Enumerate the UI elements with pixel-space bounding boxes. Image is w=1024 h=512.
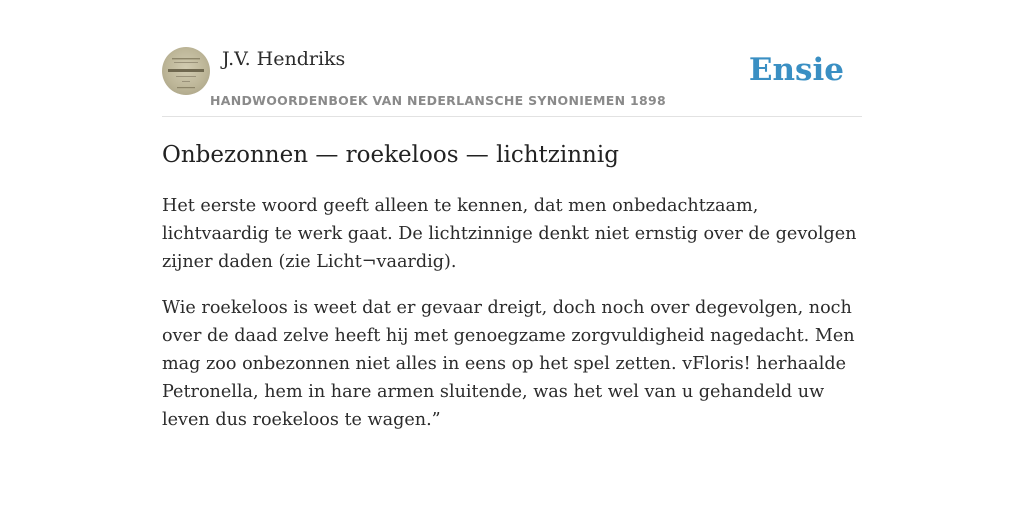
book-cover-icon[interactable] <box>162 47 210 95</box>
entry-header <box>162 46 862 117</box>
author-name[interactable]: J.V. Hendriks <box>222 48 346 70</box>
entry-body <box>162 192 864 452</box>
source-title[interactable]: HANDWOORDENBOEK VAN NEDERLANSCHE SYNONIEMEN 1898 <box>210 93 667 108</box>
entry-paragraph: Wie roekeloos is weet dat er gevaar dreigt, doch noch over degevolgen, noch over de daad zelve heeft hij met genoegzame zorgvuldigheid nagedacht. Men mag zoo onbezonnen niet alles in eens op het spel zetten. vFloris! herhaalde Petronella, hem in hare armen sluitende, was het wel van u gehandeld uw leven dus roekeloos te wagen.” <box>162 298 855 430</box>
entry-title: Onbezonnen — roekeloos — lichtzinnig <box>162 142 619 168</box>
brand-logo[interactable]: Ensie <box>748 52 844 88</box>
entry-paragraph: Het eerste woord geeft alleen te kennen, dat men onbedachtzaam, lichtvaardig te werk gaat. De lichtzinnige denkt niet ernstig over de gevolgen zijner daden (zie Licht¬vaardig). <box>162 196 857 272</box>
book-cover-artwork <box>162 47 210 95</box>
